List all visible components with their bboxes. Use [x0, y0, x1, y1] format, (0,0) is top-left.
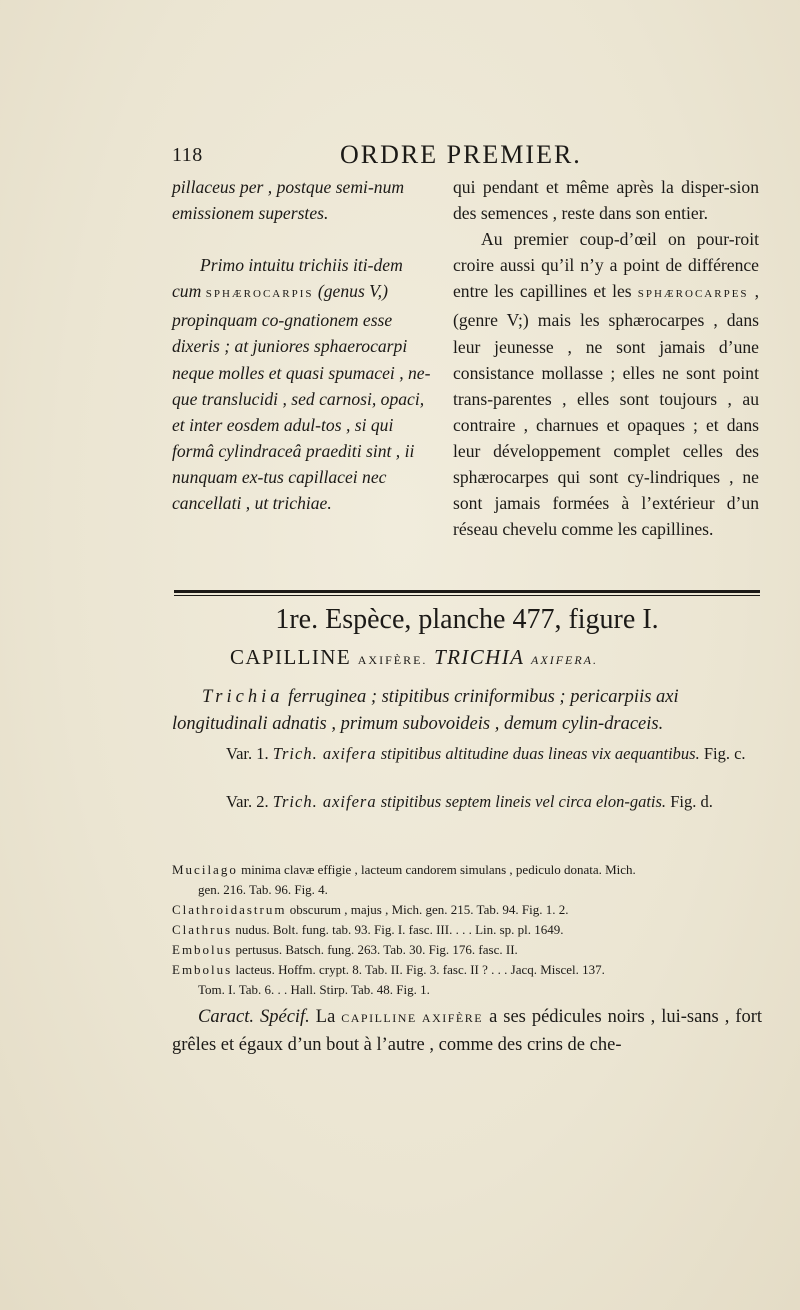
- synonym-5: [172, 960, 762, 999]
- variety-label: Var. 1.: [226, 744, 269, 763]
- section-title: 1re. Espèce, planche 477, figure I.: [275, 604, 659, 635]
- synonym-name: Clathrus: [172, 922, 233, 937]
- variety-text: stipitibus altitudine duas lineas vix aequantibus.: [376, 744, 700, 763]
- caract-text: La: [309, 1007, 342, 1027]
- caract-label: Caract. Spécif.: [198, 1007, 310, 1027]
- synonym-continuation: gen. 216. Tab. 96. Fig. 4.: [198, 881, 328, 897]
- synonym-1: [172, 860, 762, 899]
- page-header: [172, 140, 762, 170]
- synonym-3: [172, 920, 762, 940]
- section-divider-thin: [174, 595, 760, 596]
- diagnosis-genus: Trichia: [202, 687, 284, 707]
- latin-paragraph-2: [172, 252, 436, 516]
- synonym-name: Clathroidastrum: [172, 902, 287, 917]
- caract-text: a ses pédicules noirs , lui-sans , fort grêles et égaux d’un bout à l’autre , comme des crins de che-: [172, 1007, 763, 1055]
- caract-genus: CAPILLINE AXIFÈRE: [341, 1011, 484, 1025]
- latin-diagnosis: [172, 684, 762, 738]
- synonym-name: Mucilago: [172, 862, 238, 877]
- latin-epithet: AXIFERA.: [531, 653, 599, 667]
- species-genus: CAPILLINE: [230, 645, 352, 669]
- genus-reference: SPHÆROCARPES: [637, 288, 749, 301]
- latin-text: (genus V,) propinquam co-gnationem esse dixeris ; at juniores sphaerocarpi neque molles et quasi spumacei , ne-que translucidi , sed carnosi, opaci, et inter eosdem adul-tos , si qui formâ cylindraceâ praediti sint , ii nunquam ex-tus capillacei nec cancellati , ut trichiae.: [172, 281, 431, 514]
- variety-name: Trich. axifera: [272, 792, 377, 811]
- section-divider: [174, 590, 760, 593]
- variety-figure-ref: Fig. c.: [699, 744, 746, 763]
- synonym-2: [172, 900, 762, 920]
- latin-paragraph-1: pillaceus per , postque semi-num emissionem superstes.: [172, 177, 405, 224]
- species-heading: [230, 645, 770, 670]
- specific-characters: [172, 1004, 762, 1059]
- synonym-4: [172, 940, 762, 960]
- synonym-text: lacteus. Hoffm. crypt. 8. Tab. II. Fig. 3. fasc. II ? . . . Jacq. Miscel. 137.: [232, 962, 605, 977]
- french-text: Au premier coup-d’œil on pour-roit croire aussi qu’il n’y a point de différence entre les capillines et les: [453, 229, 759, 302]
- variety-label: Var. 2.: [226, 792, 269, 811]
- french-column: [453, 174, 759, 542]
- synonym-name: Embolus: [172, 942, 233, 957]
- species-epithet: AXIFÈRE.: [357, 653, 428, 667]
- variety-2: [226, 790, 762, 814]
- variety-figure-ref: Fig. d.: [666, 792, 713, 811]
- genus-reference: SPHÆROCARPIS: [205, 288, 314, 301]
- synonym-text: nudus. Bolt. fung. tab. 93. Fig. I. fasc. III. . . . Lin. sp. pl. 1649.: [232, 922, 564, 937]
- latin-text: Primo intuitu trichiis iti-dem cum: [172, 255, 403, 302]
- latin-column: [172, 174, 436, 516]
- diagnosis-text: ferruginea ; stipitibus criniformibus ; pericarpiis axi longitudinali adnatis , primum subovoideis , demum cylin-draceis.: [172, 687, 679, 734]
- variety-text: stipitibus septem lineis vel circa elon-gatis.: [376, 792, 667, 811]
- page-number: 118: [172, 144, 203, 166]
- latin-genus: TRICHIA: [434, 645, 525, 669]
- variety-1: [226, 742, 762, 766]
- synonym-text: obscurum , majus , Mich. gen. 215. Tab. 94. Fig. 1. 2.: [286, 902, 569, 917]
- synonym-text: pertusus. Batsch. fung. 263. Tab. 30. Fig. 176. fasc. II.: [232, 942, 518, 957]
- french-paragraph-1: qui pendant et même après la disper-sion des semences , reste dans son entier.: [453, 177, 759, 224]
- synonym-continuation: Tom. I. Tab. 6. . . Hall. Stirp. Tab. 48. Fig. 1.: [198, 981, 430, 997]
- synonym-name: Embolus: [172, 962, 233, 977]
- variety-name: Trich. axifera: [272, 744, 377, 763]
- running-head: ORDRE PREMIER.: [340, 140, 582, 169]
- french-paragraph-2: [453, 226, 759, 542]
- synonym-text: minima clavæ effigie , lacteum candorem simulans , pediculo donata. Mich.: [237, 862, 636, 877]
- french-text: , (genre V;) mais les sphærocarpes , dans leur jeunesse , ne sont jamais d’une consistance mollasse ; elles ne sont point trans-parentes , elles sont toujours , au contraire , charnues et opaques ; et dans leur développement complet celles des sphærocarpes qui sont cy-lindriques , ne sont jamais formées à l’extérieur d’un réseau chevelu comme les capillines.: [453, 281, 760, 540]
